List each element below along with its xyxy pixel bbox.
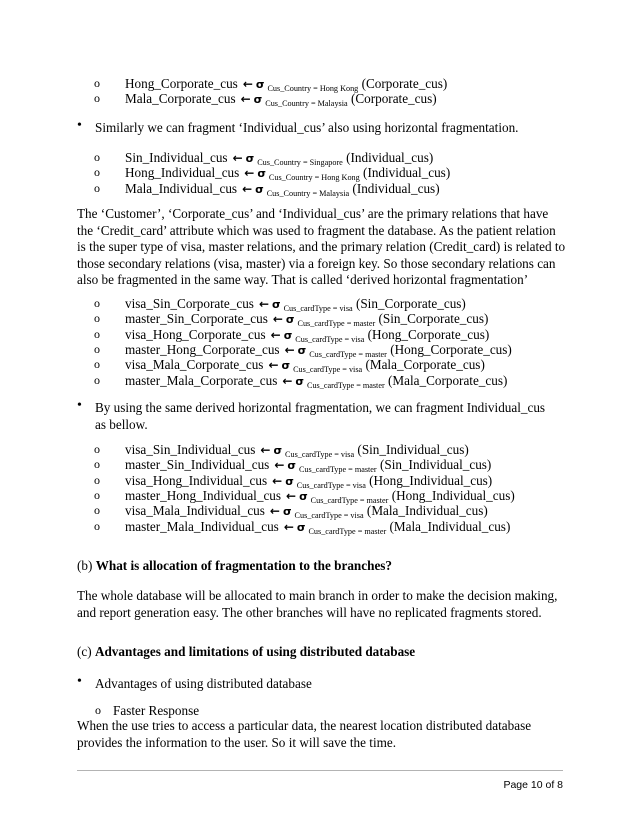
sigma-symbol: σ (299, 489, 308, 503)
selection-condition: Cus_Country = Malaysia (266, 188, 350, 198)
fragment-name: master_Hong_Corporate_cus (125, 341, 280, 357)
selection-condition: Cus_Country = Hong Kong (268, 173, 360, 183)
sigma-symbol: σ (285, 313, 295, 327)
source-relation: (Hong_Corporate_cus) (390, 341, 512, 357)
left-arrow-icon: ← (284, 342, 295, 357)
source-relation: (Sin_Individual_cus) (379, 457, 492, 473)
left-arrow-icon: ← (268, 358, 279, 373)
bullet-dot: • (77, 398, 82, 413)
selection-condition: Cus_cardType = master (306, 380, 385, 390)
fragment-name: visa_Hong_Corporate_cus (125, 326, 266, 342)
sub-bullet-marker: o (94, 326, 100, 341)
fragment-name: Sin_Individual_cus (125, 150, 228, 165)
source-relation: (Corporate_cus) (350, 91, 437, 107)
sub-bullet-marker: o (94, 165, 100, 180)
fragment-definition (125, 181, 440, 198)
source-relation: (Mala_Individual_cus) (389, 518, 511, 534)
left-arrow-icon: ← (283, 519, 294, 534)
sigma-symbol: σ (296, 520, 306, 534)
left-arrow-icon: ← (242, 77, 253, 91)
fragment-name: master_Mala_Corporate_cus (125, 372, 278, 388)
source-relation: (Individual_cus) (363, 165, 451, 181)
page-number: Page 10 of 8 (503, 779, 563, 791)
left-arrow-icon: ← (240, 92, 251, 107)
selection-condition: Cus_Country = Singapore (257, 158, 343, 167)
sub-bullet-marker: o (94, 150, 100, 164)
bullet-dot: • (77, 674, 82, 689)
fragment-name: master_Sin_Individual_cus (125, 457, 270, 473)
fragment-name: visa_Sin_Individual_cus (125, 442, 256, 457)
sigma-symbol: σ (283, 328, 293, 342)
left-arrow-icon: ← (260, 443, 271, 457)
fragment-definition (125, 91, 437, 108)
heading-prefix: (c) (77, 644, 95, 659)
source-relation: (Individual_cus) (346, 150, 434, 165)
left-arrow-icon: ← (258, 297, 269, 311)
fragment-name: master_Sin_Corporate_cus (125, 311, 268, 327)
source-relation: (Sin_Corporate_cus) (355, 296, 466, 311)
heading-text: Advantages and limitations of using distributed database (94, 644, 416, 659)
sub-bullet-marker: o (94, 518, 100, 533)
fragment-name: visa_Mala_Corporate_cus (125, 357, 264, 373)
source-relation: (Hong_Individual_cus) (369, 472, 493, 488)
sub-bullet-marker: o (94, 442, 100, 456)
selection-condition: Cus_cardType = visa (293, 365, 363, 375)
heading-text: What is allocation of fragmentation to the branches? (95, 558, 393, 573)
sigma-symbol: σ (257, 167, 266, 181)
sub-bullet-marker: o (94, 341, 100, 356)
sigma-symbol: σ (297, 343, 307, 357)
selection-condition: Cus_cardType = master (309, 349, 387, 359)
left-arrow-icon: ← (282, 373, 293, 388)
fragment-definition (125, 373, 507, 390)
section-heading-c (77, 644, 415, 660)
sub-bullet-marker: o (94, 472, 100, 487)
bullet-text-advantages: Advantages of using distributed database (95, 676, 312, 691)
left-arrow-icon: ← (274, 458, 285, 473)
source-relation: (Hong_Individual_cus) (391, 487, 515, 503)
sigma-symbol: σ (273, 444, 283, 457)
sub-bullet-faster-response: Faster Response (113, 703, 200, 718)
sub-bullet-marker: o (94, 487, 100, 502)
sigma-symbol: σ (287, 459, 296, 473)
fragment-name: visa_Sin_Corporate_cus (125, 296, 254, 311)
source-relation: (Mala_Corporate_cus) (365, 357, 485, 373)
source-relation: (Individual_cus) (352, 180, 440, 196)
fragment-name: master_Hong_Individual_cus (125, 487, 282, 503)
source-relation: (Corporate_cus) (361, 76, 448, 91)
sigma-symbol: σ (282, 505, 292, 519)
paragraph-faster-response: When the use tries to access a particular data, the nearest location distributed database provides the information to the user. So it will save the time. (77, 718, 532, 750)
selection-condition: Cus_cardType = master (308, 526, 387, 536)
sigma-symbol: σ (255, 182, 264, 196)
sub-bullet-marker: o (94, 180, 100, 195)
footer-divider (77, 770, 563, 771)
fragment-name: visa_Mala_Individual_cus (125, 503, 265, 519)
sub-bullet-marker: o (94, 296, 100, 310)
sub-bullet-marker: o (94, 76, 100, 90)
fragment-name: visa_Hong_Individual_cus (125, 472, 268, 488)
sigma-symbol: σ (245, 152, 255, 165)
left-arrow-icon: ← (269, 504, 280, 519)
selection-condition: Cus_cardType = visa (283, 304, 353, 313)
sub-bullet-marker: o (94, 503, 100, 518)
sigma-symbol: σ (255, 78, 265, 91)
source-relation: (Sin_Corporate_cus) (378, 311, 489, 327)
selection-condition: Cus_cardType = visa (295, 334, 365, 344)
selection-condition: Cus_cardType = master (297, 319, 376, 329)
selection-condition: Cus_cardType = visa (285, 450, 355, 459)
source-relation: (Sin_Individual_cus) (357, 442, 469, 457)
heading-prefix: (b) (77, 558, 96, 573)
left-arrow-icon: ← (270, 327, 281, 342)
sigma-symbol: σ (285, 474, 294, 488)
fragment-name: Hong_Individual_cus (125, 165, 240, 181)
sigma-symbol: σ (272, 298, 281, 311)
sub-bullet-marker: o (94, 357, 100, 372)
sub-bullet-marker: o (94, 372, 100, 387)
selection-condition: Cus_Country = Malaysia (265, 99, 348, 109)
section-heading-b (77, 558, 392, 574)
selection-condition: Cus_cardType = master (310, 495, 389, 505)
sub-bullet-marker: o (95, 703, 101, 717)
source-relation: (Mala_Corporate_cus) (388, 372, 508, 388)
source-relation: (Mala_Individual_cus) (366, 503, 488, 519)
selection-condition: Cus_cardType = visa (294, 511, 364, 521)
paragraph-derived-fragmentation: The ‘Customer’, ‘Corporate_cus’ and ‘Individual_cus’ are the primary relations that have the ‘Credit_card’ attribute which was used to fragment the database. As the patient relation is the super type of visa, master relations, and the primary relation (Credit_card) is related to those secondary relations (visa, master) via a foreign key. So those secondary relations can also be fragmented in the same way. That is called ‘derived horizontal fragmentation’ (77, 206, 566, 288)
left-arrow-icon: ← (244, 166, 255, 181)
selection-condition: Cus_cardType = visa (296, 480, 366, 490)
fragment-definition (125, 519, 510, 536)
left-arrow-icon: ← (272, 473, 283, 488)
paragraph-allocation: The whole database will be allocated to main branch in order to make the decision making, and report generation easy. The other branches will have no replicated fragments stored. (77, 588, 558, 620)
left-arrow-icon: ← (286, 488, 297, 503)
source-relation: (Hong_Corporate_cus) (367, 326, 490, 342)
sigma-symbol: σ (253, 93, 263, 107)
sub-bullet-marker: o (94, 457, 100, 472)
left-arrow-icon: ← (232, 151, 243, 165)
bullet-text-derived-individual: By using the same derived horizontal fragmentation, we can fragment Individual_cus as bellow. (95, 400, 546, 432)
left-arrow-icon: ← (272, 312, 283, 327)
bullet-text-individual-fragment: Similarly we can fragment ‘Individual_cus’ also using horizontal fragmentation. (95, 120, 519, 135)
sigma-symbol: σ (295, 374, 304, 388)
fragment-name: master_Mala_Individual_cus (125, 518, 279, 534)
selection-condition: Cus_cardType = master (298, 465, 377, 475)
fragment-name: Mala_Corporate_cus (125, 91, 236, 107)
bullet-dot: • (77, 118, 82, 133)
fragment-name: Mala_Individual_cus (125, 180, 238, 196)
sigma-symbol: σ (281, 359, 291, 373)
selection-condition: Cus_Country = Hong Kong (267, 84, 359, 93)
left-arrow-icon: ← (242, 181, 253, 196)
fragment-name: Hong_Corporate_cus (125, 76, 238, 91)
sub-bullet-marker: o (94, 311, 100, 326)
sub-bullet-marker: o (94, 91, 100, 106)
